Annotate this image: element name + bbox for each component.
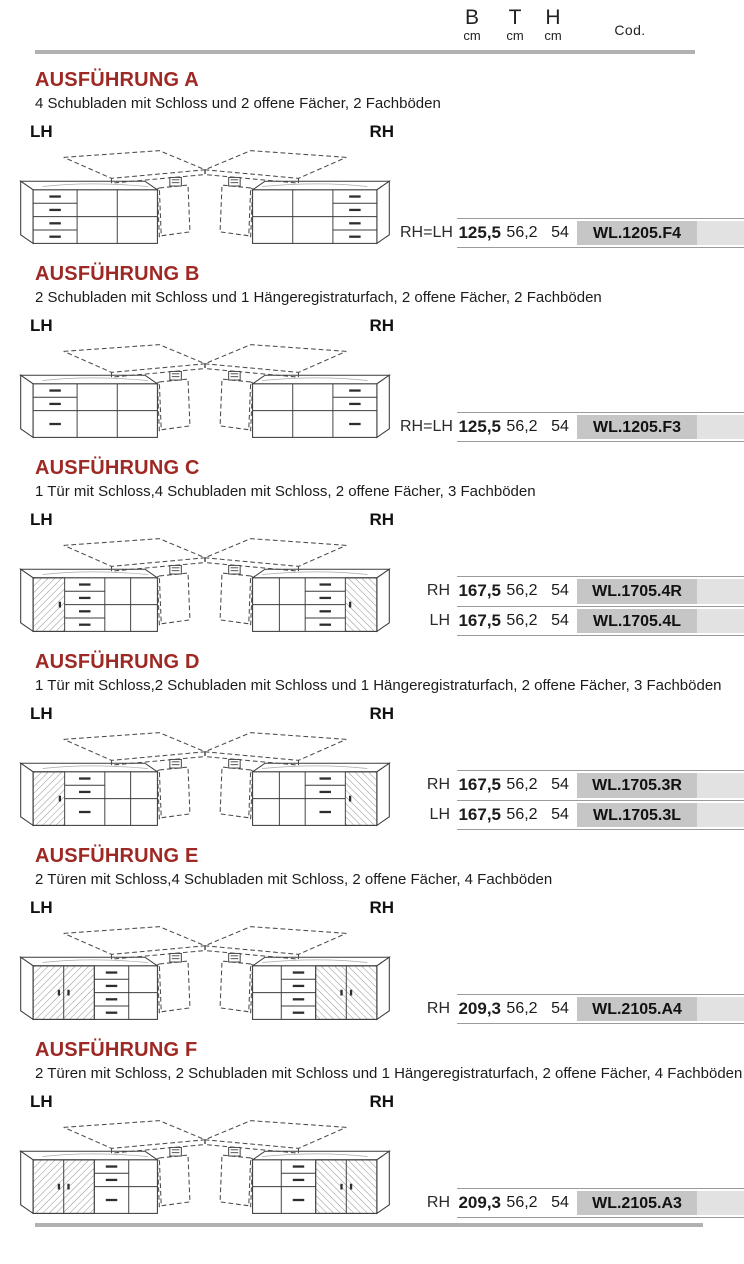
desk-drawing-lh bbox=[14, 149, 210, 246]
section-ausfuehrung-e bbox=[0, 845, 744, 1026]
section-description: 1 Tür mit Schloss,2 Schubladen mit Schloss und 1 Hängeregistraturfach, 2 offene Fächer, 3 Fachböden bbox=[35, 677, 722, 694]
rh-label: RH bbox=[369, 704, 394, 723]
row-side-label: RH=LH bbox=[400, 224, 453, 241]
rh-label: RH bbox=[369, 316, 394, 335]
value-b: 125,5 bbox=[458, 417, 501, 436]
dimension-header-row bbox=[450, 7, 690, 42]
desk-drawing-rh bbox=[200, 149, 396, 246]
value-b: 167,5 bbox=[458, 805, 501, 824]
row-side-label: RH bbox=[426, 776, 450, 793]
spec-row bbox=[400, 606, 744, 636]
section-description: 2 Türen mit Schloss, 2 Schubladen mit Schloss und 1 Hängeregistraturfach, 2 offene Fächer, 4 Fachböden bbox=[35, 1065, 743, 1082]
top-divider bbox=[35, 50, 695, 54]
technical-drawings bbox=[0, 312, 400, 444]
code-tail bbox=[697, 221, 744, 245]
lh-label: LH bbox=[30, 510, 53, 529]
column-unit-t: cm bbox=[506, 28, 524, 43]
section-ausfuehrung-f bbox=[0, 1039, 744, 1220]
figure-and-spec-row bbox=[0, 700, 744, 832]
spec-table bbox=[400, 218, 744, 248]
desk-drawing-rh bbox=[200, 537, 396, 634]
row-side-label: RH=LH bbox=[400, 418, 453, 435]
spec-row bbox=[400, 770, 744, 800]
technical-drawings bbox=[0, 1088, 400, 1220]
dimension-column-b bbox=[450, 7, 494, 42]
column-letter-h: H bbox=[545, 6, 561, 29]
figure-and-spec-row bbox=[0, 118, 744, 250]
product-code: WL.2105.A3 bbox=[577, 1191, 697, 1215]
section-title: AUSFÜHRUNG F bbox=[35, 1039, 198, 1061]
product-code: WL.1205.F4 bbox=[577, 221, 697, 245]
section-description: 2 Schubladen mit Schloss und 1 Hängeregistraturfach, 2 offene Fächer, 2 Fachböden bbox=[35, 289, 602, 306]
value-h: 54 bbox=[551, 776, 569, 793]
rh-label: RH bbox=[369, 122, 394, 141]
section-description: 4 Schubladen mit Schloss und 2 offene Fächer, 2 Fachböden bbox=[35, 95, 441, 112]
lh-label: LH bbox=[30, 898, 53, 917]
spec-cells bbox=[457, 606, 744, 636]
spec-table bbox=[400, 770, 744, 830]
spec-table bbox=[400, 576, 744, 636]
value-h: 54 bbox=[551, 1194, 569, 1211]
section-description: 2 Türen mit Schloss,4 Schubladen mit Schloss, 2 offene Fächer, 4 Fachböden bbox=[35, 871, 553, 888]
section-ausfuehrung-c bbox=[0, 457, 744, 638]
desk-drawing-lh bbox=[14, 537, 210, 634]
product-code: WL.2105.A4 bbox=[577, 997, 697, 1021]
column-letter-b: B bbox=[464, 6, 479, 29]
section-description: 1 Tür mit Schloss,4 Schubladen mit Schloss, 2 offene Fächer, 3 Fachböden bbox=[35, 483, 536, 500]
spec-row bbox=[400, 994, 744, 1024]
technical-drawings bbox=[0, 118, 400, 250]
desk-drawing-lh bbox=[14, 925, 210, 1022]
code-tail bbox=[697, 773, 744, 798]
technical-drawings bbox=[0, 894, 400, 1026]
product-code: WL.1705.4R bbox=[577, 579, 697, 604]
code-tail bbox=[697, 1191, 744, 1215]
desk-drawing-lh bbox=[14, 1119, 210, 1216]
value-b: 167,5 bbox=[458, 581, 501, 600]
spec-row bbox=[400, 218, 744, 248]
product-code: WL.1705.4L bbox=[577, 609, 697, 633]
value-t: 56,2 bbox=[506, 1000, 538, 1017]
value-b: 209,3 bbox=[458, 1193, 501, 1212]
desk-drawing-lh bbox=[14, 731, 210, 828]
code-tail bbox=[697, 579, 744, 604]
dimension-column-t bbox=[494, 7, 536, 42]
product-code: WL.1705.3L bbox=[577, 803, 697, 827]
desk-drawing-rh bbox=[200, 1119, 396, 1216]
value-h: 54 bbox=[551, 224, 569, 241]
code-tail bbox=[697, 609, 744, 633]
section-title: AUSFÜHRUNG A bbox=[35, 69, 199, 91]
desk-drawing-rh bbox=[200, 343, 396, 440]
row-side-label: LH bbox=[429, 612, 450, 629]
value-b: 167,5 bbox=[458, 611, 501, 630]
technical-drawings bbox=[0, 506, 400, 638]
row-side-label: RH bbox=[426, 1000, 450, 1017]
spec-row bbox=[400, 1188, 744, 1218]
value-t: 56,2 bbox=[506, 418, 538, 435]
bottom-divider bbox=[35, 1223, 703, 1227]
section-title: AUSFÜHRUNG B bbox=[35, 263, 200, 285]
desk-drawing-rh bbox=[200, 925, 396, 1022]
spec-cells bbox=[457, 576, 744, 606]
value-b: 125,5 bbox=[458, 223, 501, 242]
lh-label: LH bbox=[30, 316, 53, 335]
lh-label: LH bbox=[30, 122, 53, 141]
value-t: 56,2 bbox=[506, 224, 538, 241]
spec-cells bbox=[457, 412, 744, 442]
page-header bbox=[0, 0, 744, 56]
code-tail bbox=[697, 415, 744, 439]
value-h: 54 bbox=[551, 582, 569, 599]
code-tail bbox=[697, 997, 744, 1021]
figure-and-spec-row bbox=[0, 894, 744, 1026]
value-h: 54 bbox=[551, 1000, 569, 1017]
value-b: 167,5 bbox=[458, 775, 501, 794]
value-h: 54 bbox=[551, 806, 569, 823]
product-code: WL.1705.3R bbox=[577, 773, 697, 798]
spec-table bbox=[400, 412, 744, 442]
rh-label: RH bbox=[369, 510, 394, 529]
spec-row bbox=[400, 412, 744, 442]
spec-table bbox=[400, 994, 744, 1024]
code-tail bbox=[697, 803, 744, 827]
lh-label: LH bbox=[30, 704, 53, 723]
figure-and-spec-row bbox=[0, 506, 744, 638]
spec-cells bbox=[457, 1188, 744, 1218]
value-t: 56,2 bbox=[506, 806, 538, 823]
desk-drawing-lh bbox=[14, 343, 210, 440]
column-unit-h: cm bbox=[544, 28, 562, 43]
value-h: 54 bbox=[551, 612, 569, 629]
spec-cells bbox=[457, 218, 744, 248]
row-side-label: LH bbox=[429, 806, 450, 823]
section-ausfuehrung-a bbox=[0, 69, 744, 250]
value-t: 56,2 bbox=[506, 1194, 538, 1211]
column-unit-b: cm bbox=[463, 28, 481, 43]
row-side-label: RH bbox=[426, 582, 450, 599]
spec-cells bbox=[457, 770, 744, 800]
section-title: AUSFÜHRUNG D bbox=[35, 651, 200, 673]
column-letter-t: T bbox=[508, 6, 522, 29]
spec-row bbox=[400, 576, 744, 606]
code-column bbox=[570, 7, 690, 42]
lh-label: LH bbox=[30, 1092, 53, 1111]
section-ausfuehrung-b bbox=[0, 263, 744, 444]
figure-and-spec-row bbox=[0, 1088, 744, 1220]
spec-cells bbox=[457, 994, 744, 1024]
desk-drawing-rh bbox=[200, 731, 396, 828]
technical-drawings bbox=[0, 700, 400, 832]
section-title: AUSFÜHRUNG E bbox=[35, 845, 199, 867]
spec-table bbox=[400, 1188, 744, 1218]
value-h: 54 bbox=[551, 418, 569, 435]
section-ausfuehrung-d bbox=[0, 651, 744, 832]
dimension-column-h bbox=[536, 7, 570, 42]
rh-label: RH bbox=[369, 1092, 394, 1111]
code-column-label: Cod. bbox=[614, 22, 646, 38]
value-t: 56,2 bbox=[506, 612, 538, 629]
value-t: 56,2 bbox=[506, 776, 538, 793]
value-t: 56,2 bbox=[506, 582, 538, 599]
value-b: 209,3 bbox=[458, 999, 501, 1018]
product-code: WL.1205.F3 bbox=[577, 415, 697, 439]
rh-label: RH bbox=[369, 898, 394, 917]
section-title: AUSFÜHRUNG C bbox=[35, 457, 200, 479]
figure-and-spec-row bbox=[0, 312, 744, 444]
spec-cells bbox=[457, 800, 744, 830]
spec-row bbox=[400, 800, 744, 830]
row-side-label: RH bbox=[426, 1194, 450, 1211]
